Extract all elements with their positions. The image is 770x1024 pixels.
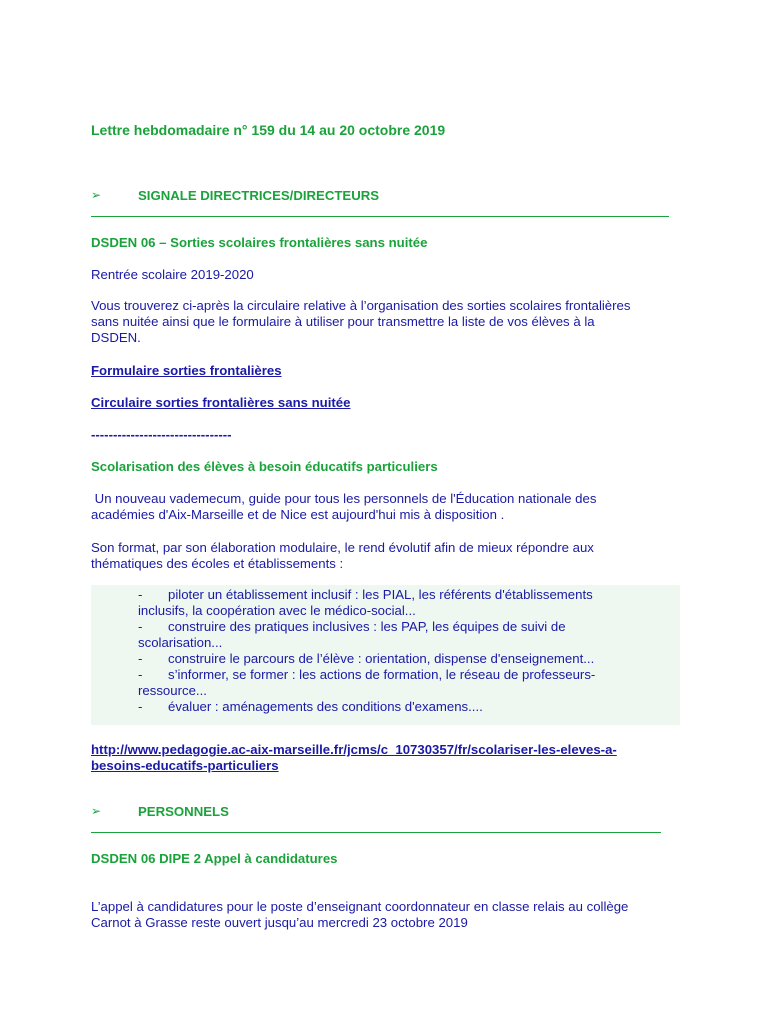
intro-line: Un nouveau vademecum, guide pour tous les personnels de l'Éducation nationale des	[91, 491, 597, 506]
section-rule	[91, 832, 661, 833]
link-circulaire[interactable]: Circulaire sorties frontalières sans nuitée	[91, 395, 351, 410]
intro-line: académies d'Aix-Marseille et de Nice est aujourd'hui mis à disposition .	[91, 507, 505, 522]
section-heading-directeurs: SIGNALE DIRECTRICES/DIRECTEURS	[138, 188, 380, 203]
article-title-scolarisation: Scolarisation des élèves à besoin éducatifs particuliers	[91, 459, 438, 474]
letter-title: Lettre hebdomadaire n° 159 du 14 au 20 octobre 2019	[91, 122, 446, 138]
format-line: thématiques des écoles et établissements :	[91, 556, 344, 571]
bullet-item: - construire le parcours de l’élève : orientation, dispense d'enseignement...	[138, 651, 595, 666]
article-body-line: sans nuitée ainsi que le formulaire à utiliser pour transmettre la liste de vos élèves à la	[91, 314, 595, 329]
format-line: Son format, par son élaboration modulaire, le rend évolutif afin de mieux répondre aux	[91, 540, 594, 555]
section-rule	[91, 216, 669, 217]
bullet-item: - construire des pratiques inclusives : les PAP, les équipes de suivi de	[138, 619, 566, 634]
section-heading-personnels: PERSONNELS	[138, 804, 229, 819]
bullet-item: - piloter un établissement inclusif : les PIAL, les référents d'établissements	[138, 587, 593, 602]
arrow-bullet-icon: ➢	[91, 188, 102, 202]
appel-body-line: Carnot à Grasse reste ouvert jusqu’au mercredi 23 octobre 2019	[91, 915, 468, 930]
url-link-line[interactable]: besoins-educatifs-particuliers	[91, 758, 279, 773]
article-title-appel: DSDEN 06 DIPE 2 Appel à candidatures	[91, 851, 338, 866]
url-link-line[interactable]: http://www.pedagogie.ac-aix-marseille.fr/jcms/c_10730357/fr/scolariser-les-eleves-a-	[91, 742, 617, 757]
article-body-line: Vous trouverez ci-après la circulaire relative à l’organisation des sorties scolaires frontalières	[91, 298, 631, 313]
article-body-line: DSDEN.	[91, 330, 141, 345]
article-title-sorties: DSDEN 06 – Sorties scolaires frontalières sans nuitée	[91, 235, 428, 250]
bullet-item-continuation: ressource...	[138, 683, 207, 698]
bullet-item-continuation: inclusifs, la coopération avec le médico-social...	[138, 603, 416, 618]
bullet-item-continuation: scolarisation...	[138, 635, 223, 650]
appel-body-line: L’appel à candidatures pour le poste d’enseignant coordonnateur en classe relais au collège	[91, 899, 629, 914]
link-formulaire[interactable]: Formulaire sorties frontalières	[91, 363, 282, 378]
separator-dashes: --------------------------------	[91, 427, 232, 442]
bullet-item: - évaluer : aménagements des conditions d'examens....	[138, 699, 483, 714]
article-year: Rentrée scolaire 2019-2020	[91, 267, 254, 282]
arrow-bullet-icon: ➢	[91, 804, 102, 818]
bullet-item: - s’informer, se former : les actions de formation, le réseau de professeurs-	[138, 667, 596, 682]
